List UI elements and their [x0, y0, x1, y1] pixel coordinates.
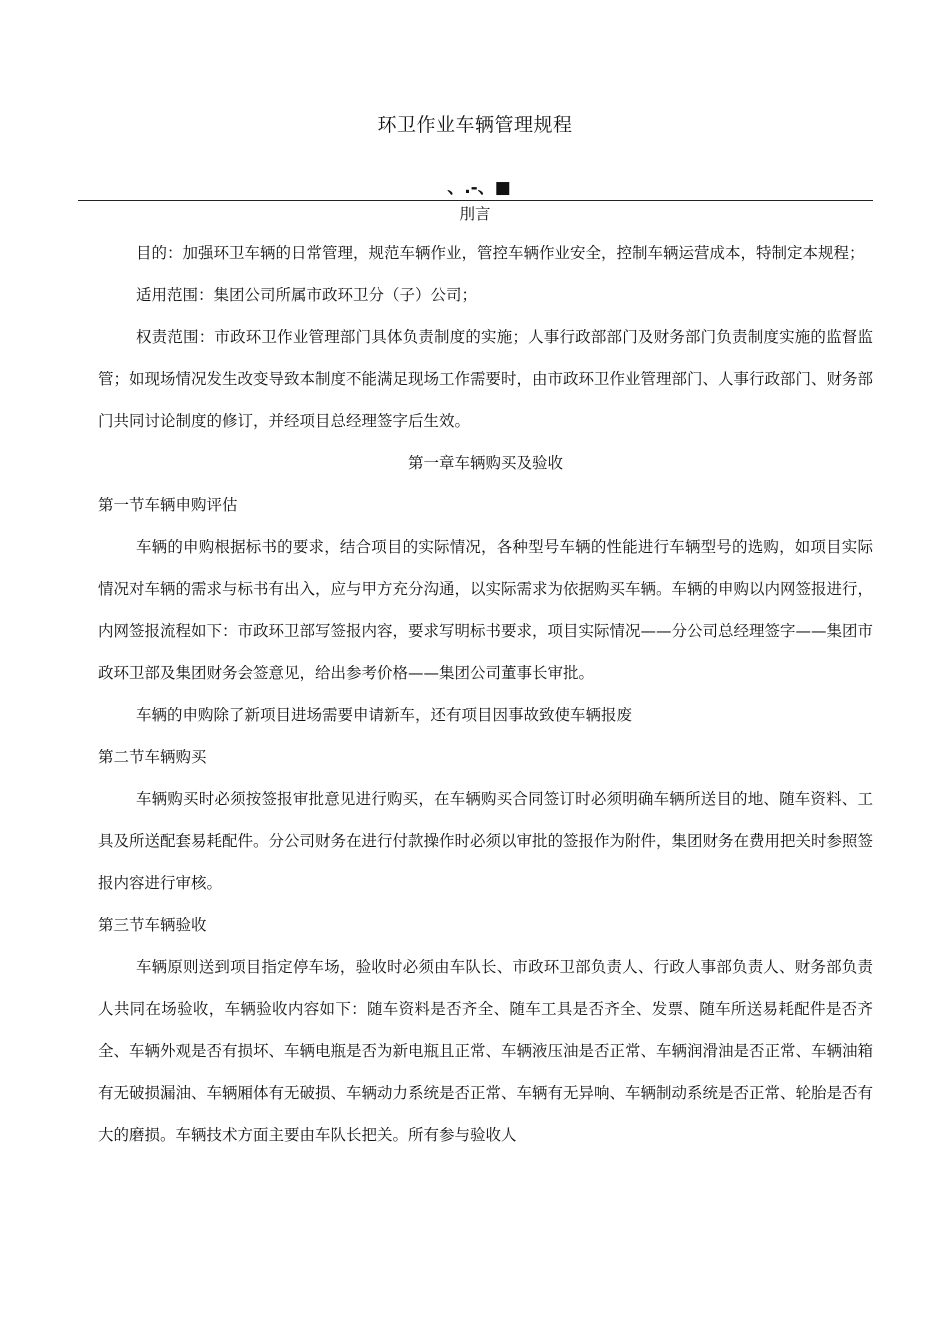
preface-heading: 刖言 [459, 205, 491, 223]
scope-paragraph: 适用范围：集团公司所属市政环卫分（子）公司； [136, 286, 478, 304]
section-title-3: 第三节车辆验收 [98, 916, 207, 934]
section-2-paragraph: 车辆购买时必须按签报审批意见进行购买，在车辆购买合同签订时必须明确车辆所送目的地、随车资料、工具及所送配套易耗配件。分公司财务在进行付款操作时必须以审批的签报作为附件，集团财务在费用把关时参照签报内容进行审核。 [98, 790, 874, 892]
section-title-1: 第一节车辆申购评估 [98, 496, 238, 514]
document-title: 环卫作业车辆管理规程 [377, 114, 573, 136]
chapter-title: 第一章车辆购买及验收 [407, 454, 563, 472]
section-title-2: 第二节车辆购买 [98, 748, 207, 766]
section-1-paragraph-1: 车辆的申购根据标书的要求，结合项目的实际情况，各种型号车辆的性能进行车辆型号的选购，如项目实际情况对车辆的需求与标书有出入，应与甲方充分沟通，以实际需求为依据购买车辆。车辆的申购以内网签报进行，内网签报流程如下：市政环卫部写签报内容，要求写明标书要求，项目实际情况——分公司总经理签字——集团市政环卫部及集团财务会签意见，给出参考价格——集团公司董事长审批。 [98, 538, 874, 682]
purpose-paragraph: 目的：加强环卫车辆的日常管理，规范车辆作业，管控车辆作业安全，控制车辆运营成本，特制定本规程； [136, 244, 865, 262]
section-1-paragraph-2: 车辆的申购除了新项目进场需要申请新车，还有项目因事故致使车辆报废 [136, 706, 633, 724]
responsibility-paragraph: 权责范围：市政环卫作业管理部门具体负责制度的实施；人事行政部部门及财务部门负责制度实施的监督监管；如现场情况发生改变导致本制度不能满足现场工作需要时，由市政环卫作业管理部门、人事行政部门、财务部门共同讨论制度的修订，并经项目总经理签字后生效。 [98, 328, 874, 430]
document-body [98, 232, 873, 1156]
section-3-paragraph: 车辆原则送到项目指定停车场，验收时必须由车队长、市政环卫部负责人、行政人事部负责人、财务部负责人共同在场验收，车辆验收内容如下：随车资料是否齐全、随车工具是否齐全、发票、随车所送易耗配件是否齐全、车辆外观是否有损坏、车辆电瓶是否为新电瓶且正常、车辆液压油是否正常、车辆润滑油是否正常、车辆油箱有无破损漏油、车辆厢体有无破损、车辆动力系统是否正常、车辆有无异响、车辆制动系统是否正常、轮胎是否有大的磨损。车辆技术方面主要由车队长把关。所有参与验收人 [98, 958, 874, 1144]
header-mark: 、.-、■ [447, 178, 511, 198]
header-divider [78, 200, 873, 201]
